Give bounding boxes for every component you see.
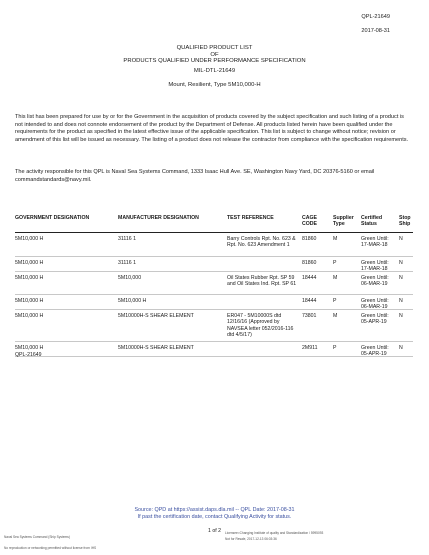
page-number: 1 of 2 <box>208 528 221 534</box>
certified-status-cell: Green Until: 05-APR-19 <box>361 345 389 358</box>
header-supplier-type: Supplier Type <box>333 215 354 228</box>
disclaimer-paragraph: This list has been prepared for use by or for the Government in the acquisition of products covered by the subject specification and such listing of a product is not intended to and does not connote endorsement of the product by the Department of Defense. All products listed herein have been qualified under the requirements for the product as specified in the latest effective issue of the applicable specification. This list is subject to change without notice; revision or amendment of this list will be issued as necessary. The listing of a product does not release the contractor from compliance with the specification requirements. <box>15 114 409 143</box>
certified-status-cell: Green Until: 05-APR-19 <box>361 313 389 326</box>
table-footer-label: QPL-21649 <box>15 352 42 358</box>
certified-status-cell: Green Until: 17-MAR-18 <box>361 236 389 249</box>
mfr-designation-cell: 5M10,000 H <box>118 298 147 304</box>
gov-designation-cell: 5M10,000 H <box>15 313 44 319</box>
product-subtitle: Mount, Resilient, Type 5M10,000-H <box>168 82 261 88</box>
mfr-designation-cell: 31116 1 <box>118 236 136 242</box>
stop-ship-cell: N <box>399 313 403 319</box>
title-line-2: OF <box>210 52 219 58</box>
title-line-3: PRODUCTS QUALIFIED UNDER PERFORMANCE SPECIFICATION <box>123 58 306 64</box>
gov-designation-cell: 5M10,000 H <box>15 236 44 242</box>
cage-code-cell: 81860 <box>302 236 317 242</box>
table-row <box>15 342 413 357</box>
supplier-type-cell: M <box>333 236 338 242</box>
table-row <box>15 257 413 272</box>
cage-code-cell: 2M911 <box>302 345 318 351</box>
gov-designation-cell: 5M10,000 H <box>15 260 44 266</box>
mfr-designation-cell: 5M10000H-S SHEAR ELEMENT <box>118 345 194 351</box>
header-test-reference: TEST REFERENCE <box>227 215 274 221</box>
stop-ship-cell: N <box>399 236 403 242</box>
table-row <box>15 272 413 295</box>
cage-code-cell: 18444 <box>302 275 317 281</box>
title-line-1: QUALIFIED PRODUCT LIST <box>176 45 253 51</box>
cage-code-cell: 18444 <box>302 298 317 304</box>
mfr-designation-cell: 31116 1 <box>118 260 136 266</box>
test-reference-cell: Oil States Rubber Rpt. SP 59 and Oil States Ind. Rpt. SP 61 <box>227 275 297 288</box>
header-certified-status: Certified Status <box>361 215 383 228</box>
supplier-type-cell: P <box>333 260 337 266</box>
cage-code-cell: 73801 <box>302 313 317 319</box>
license-notice: No reproduction or networking permitted without license from IHS <box>4 546 97 550</box>
mfr-designation-cell: 5M10000H-S SHEAR ELEMENT <box>118 313 194 319</box>
certified-status-cell: Green Until: 06-MAR-19 <box>361 275 389 288</box>
qpl-number: QPL-21649 <box>361 14 390 20</box>
header-mfr-designation: MANUFACTURER DESIGNATION <box>118 215 199 221</box>
header-gov-designation: GOVERNMENT DESIGNATION <box>15 215 90 221</box>
activity-paragraph: The activity responsible for this QPL is Naval Sea Systems Command, 1333 Isaac Hull Ave. SE, Washington Navy Yard, DC 20376-5160 or email commandstandards@navy.mil. <box>15 169 375 183</box>
supplier-type-cell: P <box>333 298 337 304</box>
gov-designation-cell: 5M10,000 H <box>15 298 44 304</box>
test-reference-cell: ER047 - 5M10000S dtd 12/16/16 (Approved by NAVSEA letter 052/2016-116 dtd 4/5/17) <box>227 313 294 338</box>
table-row <box>15 233 413 257</box>
stop-ship-cell: N <box>399 275 403 281</box>
table-row <box>15 295 413 310</box>
cage-code-cell: 81860 <box>302 260 317 266</box>
qpl-table <box>15 214 413 357</box>
document-date: 2017-08-31 <box>361 28 390 34</box>
copyright-line: Naval Sea Systems Command (Ship Systems) <box>4 535 70 539</box>
test-reference-cell: Barry Controls Rpt. No. 623 & Rpt. No. 623 Amendment 1 <box>227 236 296 249</box>
supplier-type-cell: P <box>333 345 337 351</box>
source-line: Source: QPD at https://assist.daps.dla.mil -- QPL Date: 2017-08-31 <box>134 507 295 513</box>
specification-number: MIL-DTL-21649 <box>193 68 236 74</box>
certification-note: If past the certification date, contact Qualifying Activity for status. <box>137 514 292 520</box>
stop-ship-cell: N <box>399 345 403 351</box>
table-header <box>15 214 413 233</box>
stop-ship-cell: N <box>399 298 403 304</box>
header-stop-ship: Stop Ship <box>399 215 411 228</box>
licensee-line: Licensee=Changing Institute of quality and Standardization / 5995093 <box>225 531 324 535</box>
gov-designation-cell: 5M10,000 H <box>15 275 44 281</box>
table-row <box>15 310 413 342</box>
supplier-type-cell: M <box>333 275 338 281</box>
supplier-type-cell: M <box>333 313 338 319</box>
stop-ship-cell: N <box>399 260 403 266</box>
certified-status-cell: Green Until: 17-MAR-18 <box>361 260 389 273</box>
resale-notice: Not for Resale, 2017-12-13 06:03:36 <box>225 537 277 541</box>
gov-designation-cell: 5M10,000 H <box>15 345 44 351</box>
certified-status-cell: Green Until: 06-MAR-19 <box>361 298 389 311</box>
header-cage-code: CAGE CODE <box>302 215 317 228</box>
mfr-designation-cell: 5M10,000 <box>118 275 142 281</box>
